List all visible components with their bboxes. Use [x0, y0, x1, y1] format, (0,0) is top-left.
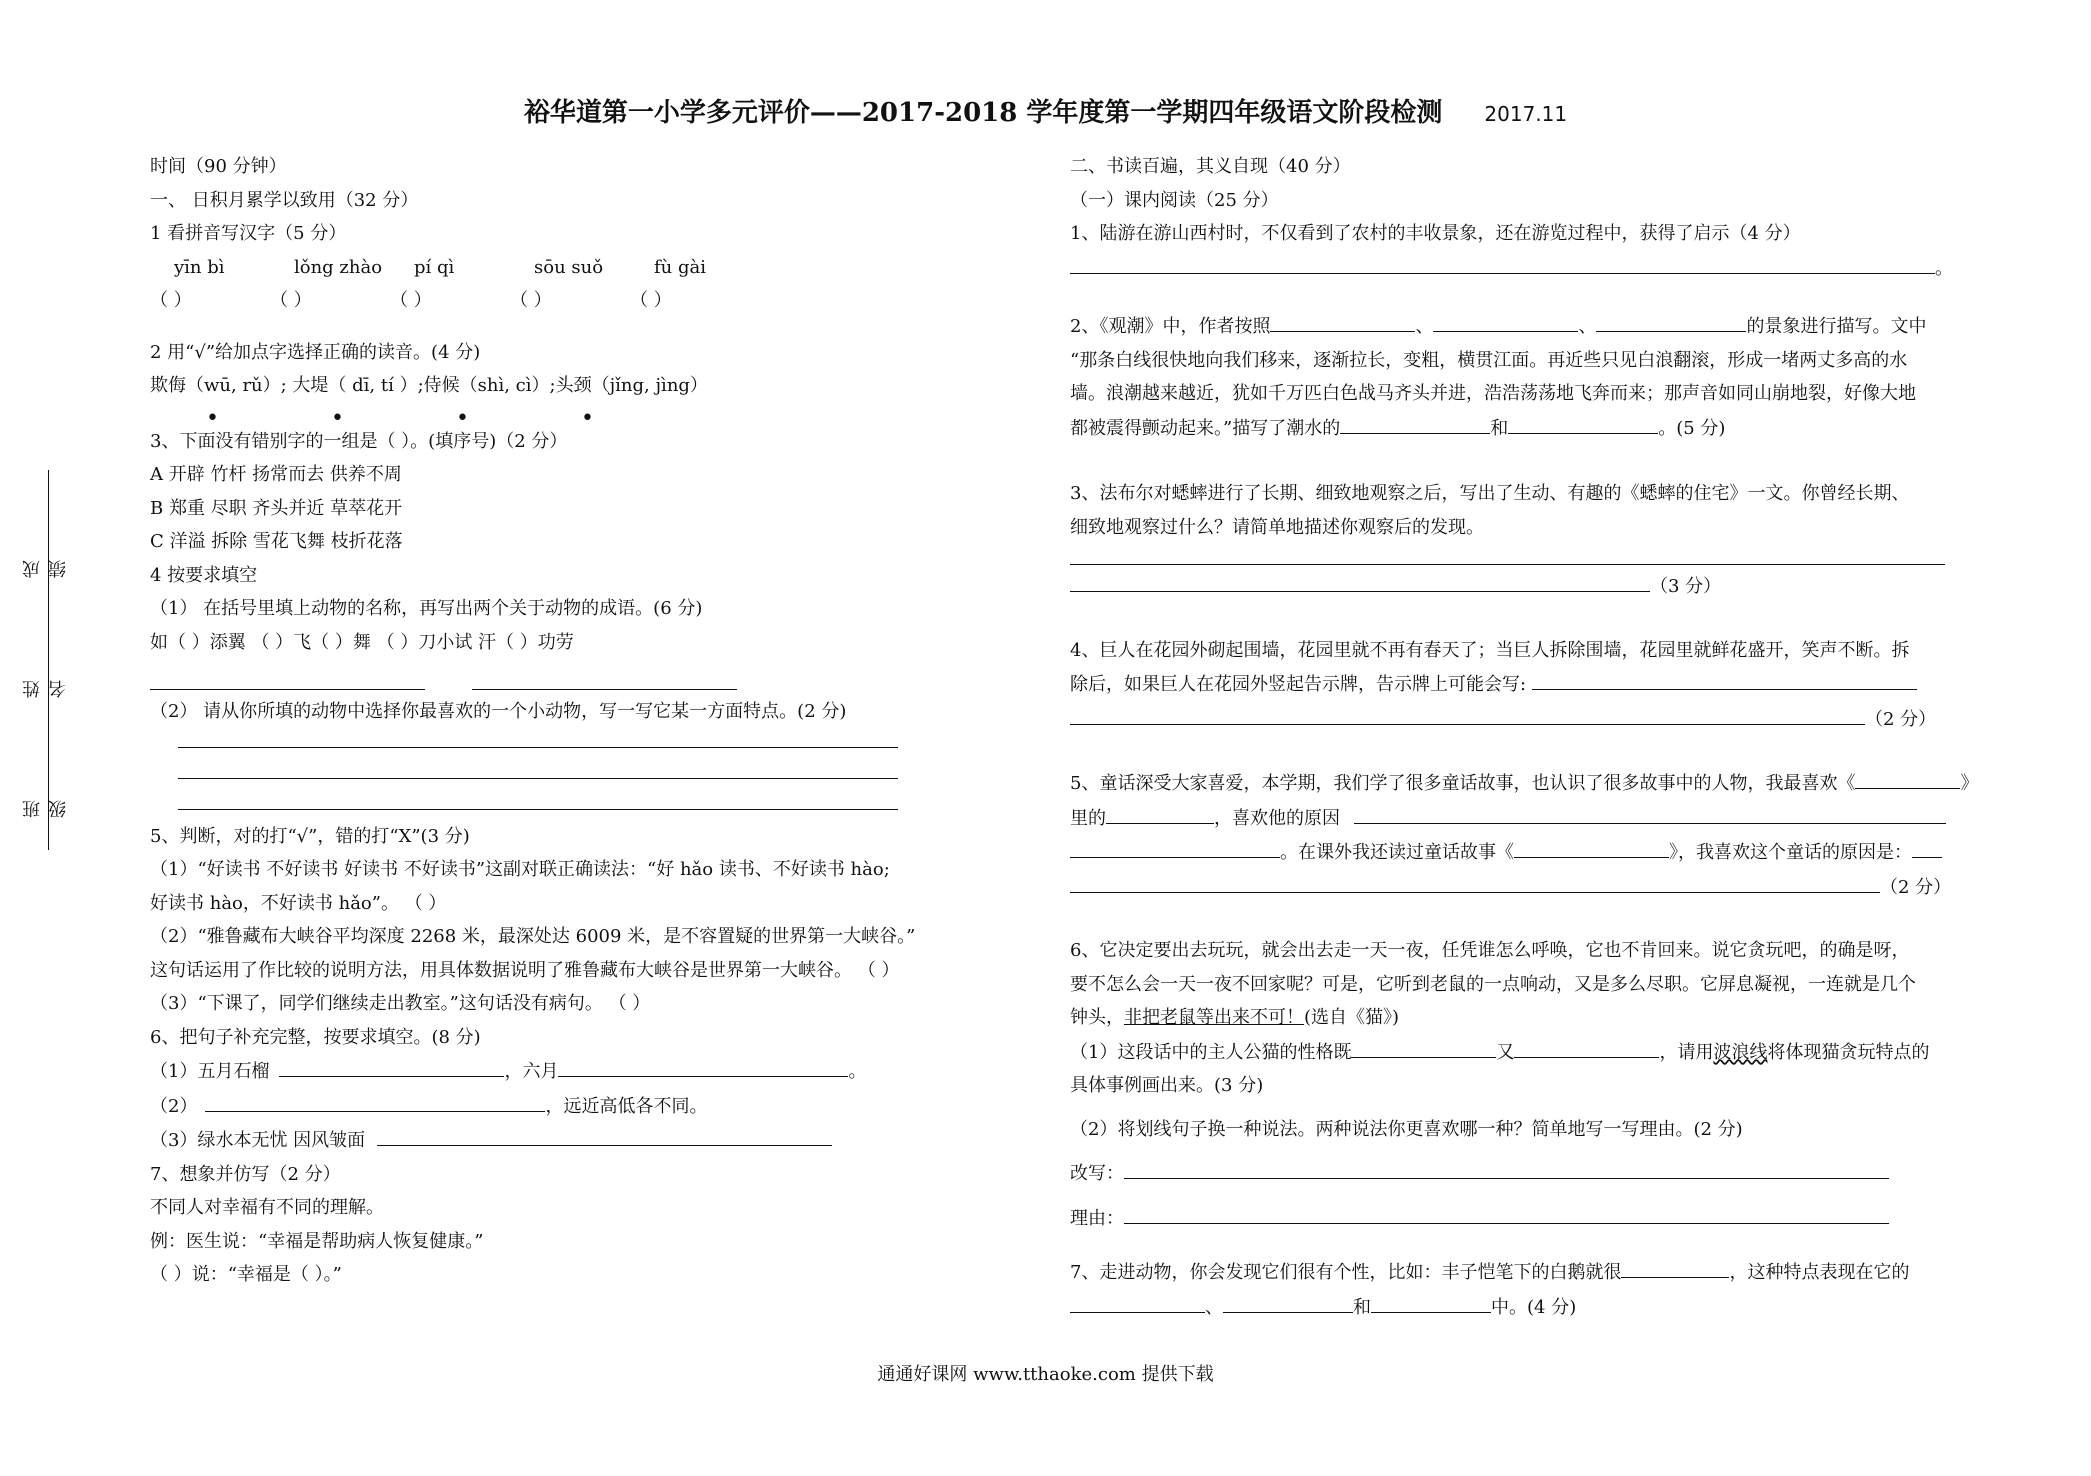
score-label: 成绩 — [22, 560, 69, 578]
pinyin-item: pí qì — [414, 256, 455, 278]
answer-blank[interactable] — [205, 1089, 545, 1112]
answer-paren[interactable]: （ ） — [510, 290, 552, 311]
r2-text: 。(5 分) — [1658, 417, 1726, 439]
q4-prompt: 4 按要求填空 — [150, 564, 258, 586]
r2-line-d: 墙。浪潮越来越近，犹如千万匹白色战马齐头并进，浩浩荡荡地飞奔而来；那声音如同山崩地裂，好像大地 — [1070, 383, 1916, 404]
score-note: （3 分） — [1650, 576, 1722, 597]
answer-blank[interactable] — [1070, 251, 1935, 274]
answer-blank[interactable] — [279, 1054, 504, 1077]
rewrite-label: 改写： — [1070, 1163, 1124, 1184]
r1-prompt: 1、陆游在游山西村时，不仅看到了农村的丰收景象，还在游览过程中，获得了启示（4 分） — [1070, 223, 1801, 244]
separator: 、 — [1205, 1296, 1223, 1318]
reason-row — [1070, 1201, 1950, 1236]
q7-answer[interactable]: （ ）说：“幸福是（ ）。” — [150, 1264, 342, 1285]
rewrite-answer[interactable] — [1124, 1156, 1889, 1179]
r6-1-line — [1070, 1035, 1950, 1070]
q1-prompt: 1 看拼音写汉字（5 分） — [150, 223, 347, 244]
answer-blank[interactable] — [1433, 309, 1578, 332]
q5-2-line-a: （2）“雅鲁藏布大峡谷平均深度 2268 米，最深处达 6009 米，是不容置疑的世界第一大峡谷。” — [150, 926, 916, 947]
dot-mark: • — [581, 405, 594, 431]
q5-1-line-b[interactable]: 好读书 hào，不好读书 hǎo”。 （ ） — [150, 892, 447, 914]
exam-time: 时间（90 分钟） — [150, 156, 287, 177]
answer-line[interactable] — [178, 760, 898, 779]
answer-blank[interactable] — [1223, 1290, 1353, 1313]
separator: 、 — [1415, 316, 1434, 337]
q6-2-label: （2） — [150, 1095, 198, 1117]
answer-blank[interactable] — [1621, 1255, 1729, 1278]
dot-mark: • — [206, 405, 219, 431]
q3-option-b: B 郑重 尽职 齐头并近 草萃花开 — [150, 497, 403, 519]
answer-paren[interactable]: （ ） — [390, 290, 432, 311]
q7-line-a: 不同人对幸福有不同的理解。 — [150, 1197, 384, 1218]
q7-example: 例：医生说：“幸福是帮助病人恢复健康。” — [150, 1230, 484, 1252]
r2-line-c: “那条白线很快地向我们移来，逐渐拉长，变粗，横贯江面。再近些只见白浪翻滚，形成一堵两丈多高的水 — [1070, 349, 1908, 371]
answer-blank[interactable] — [1532, 667, 1917, 690]
r4-answer — [1070, 702, 1950, 737]
r4-line-b — [1070, 667, 1950, 702]
q7-prompt: 7、想象并仿写（2 分） — [150, 1163, 341, 1185]
q5-2-line-b[interactable]: 这句话运用了作比较的说明方法，用具体数据说明了雅鲁藏布大峡谷是世界第一大峡谷。 （ ） — [150, 959, 900, 981]
r3-line-b: 细致地观察过什么？请简单地描述你观察后的发现。 — [1070, 516, 1484, 538]
answer-blank[interactable] — [1270, 309, 1415, 332]
answer-blank[interactable] — [377, 1123, 832, 1146]
score-note: （2 分） — [1865, 708, 1937, 730]
exam-date: 2017.11 — [1484, 102, 1568, 126]
reason-label: 理由： — [1070, 1207, 1124, 1229]
answer-paren[interactable]: （ ） — [270, 290, 312, 311]
answer-blank[interactable] — [1354, 801, 1946, 824]
answer-blank[interactable] — [1508, 411, 1658, 434]
r1-answer — [1070, 251, 1953, 286]
r5-line-c — [1070, 835, 1950, 870]
answer-blank[interactable] — [1855, 766, 1960, 789]
q3-option-c: C 洋溢 拆除 雪花飞舞 枝折花落 — [150, 531, 403, 552]
q6-1-end: 。 — [848, 1061, 867, 1082]
answer-line[interactable] — [178, 729, 898, 748]
r6-text: 又 — [1496, 1041, 1515, 1063]
r4-text: 除后，如果巨人在花园外竖起告示牌，告示牌上可能会写: — [1070, 674, 1527, 695]
r6-1-line-b: 具体事例画出来。(3 分) — [1070, 1075, 1264, 1096]
pinyin-item: lǒng zhào — [294, 256, 383, 278]
r6-line-a: 6、它决定要出去玩玩，就会出去走一天一夜，任凭谁怎么呼唤，它也不肯回来。说它贪玩吧，的确是呀， — [1070, 940, 1910, 961]
answer-blank[interactable] — [150, 667, 425, 690]
right-column — [1070, 150, 1979, 1324]
name-label: 姓名 — [22, 680, 69, 698]
q3-prompt[interactable]: 3、下面没有错别字的一组是（ ）。(填序号)（2 分） — [150, 430, 568, 452]
q4-1-prompt: （1） 在括号里填上动物的名称，再写出两个关于动物的成语。(6 分) — [150, 598, 703, 619]
r2-line-a — [1070, 309, 1950, 344]
q6-1 — [150, 1054, 980, 1089]
r7-line-a — [1070, 1255, 1950, 1290]
r6-text: 钟头， — [1070, 1007, 1124, 1028]
class-label: 班级 — [22, 800, 69, 818]
r5-text: ，喜欢他的原因 — [1214, 807, 1340, 829]
r5-line-b — [1070, 801, 1950, 836]
r5-text: 》 — [1960, 773, 1979, 794]
q3-option-a: A 开辟 竹杆 扬常而去 供养不周 — [150, 464, 402, 485]
r5-text: 。在课外我还读过童话故事《 — [1280, 842, 1514, 863]
q4-2-prompt: （2） 请从你所填的动物中选择你最喜欢的一个小动物，写一写它某一方面特点。(2 分) — [150, 701, 847, 722]
r7-text: 中。(4 分) — [1491, 1296, 1577, 1318]
r5-text: 5、童话深受大家喜爱，本学期，我们学了很多童话故事，也认识了很多故事中的人物，我最喜欢《 — [1070, 773, 1856, 794]
answer-paren[interactable]: （ ） — [150, 290, 192, 311]
q5-3-line[interactable]: （3）“下课了，同学们继续走出教室。”这句话没有病句。 （ ） — [150, 993, 651, 1014]
answer-blank[interactable] — [558, 1054, 848, 1077]
q6-3-label: （3）绿水本无忧 因风皱面 — [150, 1130, 366, 1151]
r6-2-prompt: （2）将划线句子换一种说法。两种说法你更喜欢哪一种？简单地写一写理由。(2 分) — [1070, 1118, 1743, 1140]
q6-prompt: 6、把句子补充完整，按要求填空。(8 分) — [150, 1026, 481, 1048]
answer-blank[interactable] — [1351, 1035, 1496, 1058]
r2-text: 2、《观潮》中，作者按照 — [1070, 316, 1271, 337]
r4-line-a: 4、巨人在花园外砌起围墙，花园里就不再有春天了；当巨人拆除围墙，花园里就鲜花盛开，笑声不断。拆 — [1070, 639, 1910, 661]
r2-text: 都被震得颤动起来。”描写了潮水的 — [1070, 417, 1341, 439]
answer-blank[interactable] — [1070, 569, 1650, 592]
answer-blank[interactable] — [1912, 835, 1942, 858]
q2-dot-marks — [150, 403, 980, 431]
r5-text: 》，我喜欢这个童话的原因是： — [1669, 842, 1912, 863]
q6-2 — [150, 1089, 980, 1124]
r7-line-b — [1070, 1290, 1950, 1325]
answer-blank[interactable] — [1596, 309, 1746, 332]
q1-answer-row — [150, 284, 980, 318]
answer-blank[interactable] — [1340, 411, 1490, 434]
answer-blank[interactable] — [472, 667, 737, 690]
answer-blank[interactable] — [1514, 1035, 1659, 1058]
r5-line-a — [1070, 766, 1979, 801]
r6-text: 将体现猫贪玩特点的 — [1767, 1041, 1930, 1063]
answer-blank[interactable] — [1514, 835, 1669, 858]
pinyin-item: fù gài — [654, 256, 706, 278]
answer-blank[interactable] — [1106, 801, 1214, 824]
r6-line-c — [1070, 1001, 1950, 1035]
r5-text: 里的 — [1070, 807, 1106, 829]
rewrite-row — [1070, 1156, 1950, 1191]
q2-prompt: 2 用“√”给加点字选择正确的读音。(4 分) — [150, 341, 481, 363]
section-2-heading: 二、书读百遍，其义自现（40 分） — [1070, 156, 1351, 177]
and-text: 和 — [1490, 417, 1509, 439]
q5-1-line-a: （1）“好读书 不好读书 好读书 不好读书”这副对联正确读法：“好 hǎo 读书、不好读书 hào; — [150, 859, 890, 880]
q4-1-idioms[interactable]: 如（ ）添翼 （ ）飞（ ）舞 （ ）刀小试 汗（ ）功劳 — [150, 631, 574, 653]
r6-source: (选自《猫》) — [1304, 1007, 1400, 1028]
q6-1-label: （1）五月石榴 — [150, 1061, 270, 1082]
answer-blank[interactable] — [1371, 1290, 1491, 1313]
r6-text: （1）这段话中的主人公猫的性格既 — [1070, 1041, 1352, 1063]
reason-answer[interactable] — [1124, 1201, 1889, 1224]
q1-pinyin-row — [150, 251, 980, 285]
left-column — [150, 150, 980, 1292]
q4-1-answer-lines — [150, 659, 980, 695]
sidebar-rule — [20, 470, 49, 850]
q6-3 — [150, 1123, 980, 1158]
answer-blank[interactable] — [1070, 702, 1865, 725]
r6-line-b: 要不怎么会一天一夜不回家呢？可是，它听到老鼠的一点响动，又是多么尽职。它屏息凝视，一连就是几个 — [1070, 973, 1916, 995]
q6-1-mid: ，六月 — [504, 1061, 559, 1082]
period: 。 — [1935, 257, 1953, 279]
pinyin-item: sōu suǒ — [534, 256, 604, 278]
r5-answer — [1070, 870, 1950, 905]
answer-blank[interactable] — [1070, 870, 1880, 893]
footer-credit: 通通好课网 www.tthaoke.com 提供下载 — [877, 1364, 1214, 1385]
r2-text: 的景象进行描写。文中 — [1746, 316, 1927, 337]
dot-mark: • — [456, 405, 469, 431]
answer-paren[interactable]: （ ） — [630, 290, 672, 311]
wavy-line-text: 波浪线 — [1713, 1041, 1768, 1063]
answer-blank[interactable] — [1070, 835, 1280, 858]
r3-answer — [1070, 569, 1950, 604]
q2-options[interactable]: 欺侮（wū, rǔ）; 大堤（ dī, tí ）;侍候（shì, cì）;头颈（jǐng, jìng） — [150, 375, 708, 396]
r7-text: 7、走进动物，你会发现它们很有个性，比如：丰子恺笔下的白鹅就很 — [1070, 1262, 1622, 1283]
separator: 、 — [1578, 316, 1597, 337]
section-1-heading: 一、 日积月累学以致用（32 分） — [150, 189, 419, 211]
answer-blank[interactable] — [1070, 1290, 1205, 1313]
r7-text: ，这种特点表现在它的 — [1729, 1262, 1910, 1283]
underlined-sentence: 非把老鼠等出来不可！ — [1124, 1007, 1304, 1028]
r2-line-e — [1070, 411, 1950, 446]
q5-prompt: 5、判断，对的打“√”，错的打“X”(3 分) — [150, 825, 470, 847]
pinyin-item: yīn bì — [174, 256, 225, 278]
and-text: 和 — [1353, 1296, 1371, 1318]
r6-text: ，请用 — [1659, 1041, 1714, 1063]
exam-title-text: 裕华道第一小学多元评价——2017-2018 学年度第一学期四年级语文阶段检测 — [523, 98, 1443, 128]
r3-line-a: 3、法布尔对蟋蟀进行了长期、细致地观察之后，写出了生动、有趣的《蟋蟀的住宅》一文。你曾经长期、 — [1070, 483, 1910, 504]
dot-mark: • — [331, 405, 344, 431]
exam-title — [0, 92, 2091, 129]
q6-2-end: ，远近高低各不同。 — [545, 1095, 708, 1117]
answer-line[interactable] — [178, 791, 898, 810]
answer-line[interactable] — [1070, 544, 1945, 565]
subsection-1-heading: （一）课内阅读（25 分） — [1070, 189, 1279, 211]
score-note: （2 分） — [1880, 876, 1952, 898]
